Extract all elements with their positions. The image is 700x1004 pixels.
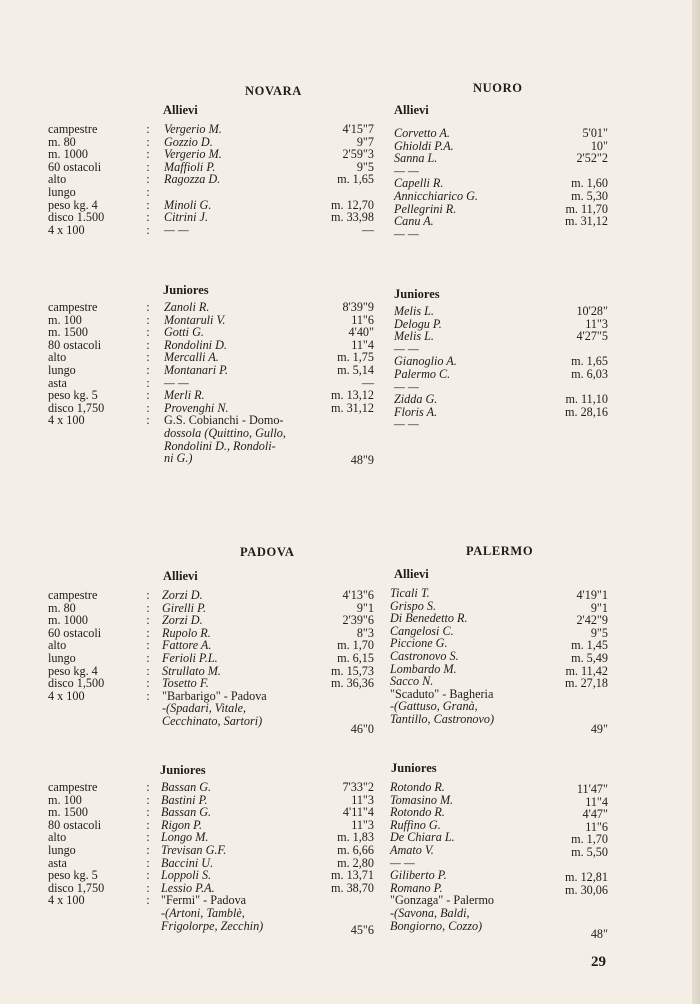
athlete-list: Ticali T. Grispo S. Di Benedetto R. Cangelosi C. Piccione G. Castronovo S. Lombardo M. Sacco N. "Scaduto" - Bagheria -(Gattuso, Granà, Tantillo, Castronovo) (390, 586, 495, 726)
athlete-list: Corvetto A. Ghioldi P.A. Sanna L. — — Capelli R. Annicchiarico G. Pellegrini R. Canu A. — — (394, 126, 478, 241)
page-number: 29 (591, 954, 606, 970)
athlete-list: Vergerio M. Gozzio D. Vergerio M. Maffioli P. Ragozza D. Minoli G. Citrini J. — — (164, 122, 222, 237)
category-heading: Allievi (163, 103, 198, 117)
category-heading: Allievi (394, 103, 429, 117)
event-list: campestre m. 80 m. 1000 60 ostacoli alto lungo peso kg. 4 disco 1.500 4 x 100 (48, 122, 105, 237)
category-heading: Juniores (394, 287, 440, 301)
result-list: 5'01" 10" 2'52"2 m. 1,60 m. 5,30 m. 11,70 m. 31,12 (565, 126, 608, 229)
category-heading: Allievi (394, 567, 429, 581)
result-list: 7'33"2 11"3 4'11"4 11"3 m. 1,83 m. 6,66 m. 2,80 m. 13,71 m. 38,70 45"6 (331, 780, 374, 937)
event-list: campestre m. 80 m. 1000 60 ostacoli alto lungo peso kg. 4 disco 1,500 4 x 100 (48, 588, 105, 703)
category-heading: Juniores (160, 763, 206, 777)
result-list: 4'13"6 9"1 2'39"6 8"3 m. 1,70 m. 6,15 m. 15,73 m. 36,36 46"0 (331, 588, 374, 736)
result-list: 4'15"7 9"7 2'59"3 9"5 m. 1,65 m. 12,70 m. 33,98 — (331, 122, 374, 237)
result-list: 10'28" 11"3 4'27"5 m. 1,65 m. 6,03 m. 11,10 m. 28,16 (565, 304, 608, 419)
province-heading-nuoro: NUORO (473, 81, 523, 95)
category-heading: Juniores (163, 283, 209, 297)
event-list: campestre m. 100 m. 1500 80 ostacoli alto lungo asta peso kg. 5 disco 1,750 4 x 100 (48, 780, 105, 908)
category-heading: Juniores (391, 761, 437, 775)
athlete-list: Zorzi D. Girelli P. Zorzi D. Rupolo R. Fattore A. Ferioli P.L. Strullato M. Tosetto F. "Barbarigo" - Padova -(Spadari, Vitale, Cecchinato, Sartori) (162, 588, 267, 728)
athlete-list: Melis L. Delogu P. Melis L. — — Gianoglio A. Palermo C. — — Zidda G. Floris A. — — (394, 304, 457, 432)
page-edge-shadow (692, 0, 700, 1004)
result-list: 8'39"9 11"6 4'40" 11"4 m. 1,75 m. 5,14 — m. 13,12 m. 31,12 48"9 (331, 300, 374, 468)
colon-column: : : : : : : : : : (146, 122, 150, 237)
event-list: campestre m. 100 m. 1500 80 ostacoli alto lungo asta peso kg. 5 disco 1,750 4 x 100 (48, 300, 105, 428)
colon-column: : : : : : : : : : (146, 588, 150, 703)
province-heading-padova: PADOVA (240, 545, 295, 559)
colon-column: : : : : : : : : : : (146, 300, 150, 428)
province-heading-palermo: PALERMO (466, 544, 534, 558)
athlete-list: Bassan G. Bastini P. Bassan G. Rigon P. Longo M. Trevisan G.F. Baccini U. Loppoli S. Lessio P.A. "Fermi" - Padova -(Artoni, Tamblè, Frigolorpe, Zecchin) (161, 780, 264, 933)
province-heading-novara: NOVARA (245, 84, 302, 98)
athlete-list: Zanoli R. Montaruli V. Gotti G. Rondolini D. Mercalli A. Montanari P. — — Merli R. Provenghi N. G.S. Cobianchi - Domo- dossola (Quittino, Gullo, Rondolini D., Rondoli- ni G.) (164, 300, 286, 466)
colon-column: : : : : : : : : : : (146, 780, 150, 908)
result-list: 4'19"1 9"1 2'42"9 9"5 m. 1,45 m. 5,49 m. 11,42 m. 27,18 49" (565, 588, 608, 736)
result-list: 11'47" 11"4 4'47" 11"6 m. 1,70 m. 5,50 m. 12,81 m. 30,06 48" (565, 782, 608, 941)
category-heading: Allievi (163, 569, 198, 583)
athlete-list: Rotondo R. Tomasino M. Rotondo R. Ruffino G. De Chiara L. Amato V. — — Giliberto P. Romano P. "Gonzaga" - Palermo -(Savona, Baldi, Bongiorno, Cozzo) (390, 780, 495, 933)
